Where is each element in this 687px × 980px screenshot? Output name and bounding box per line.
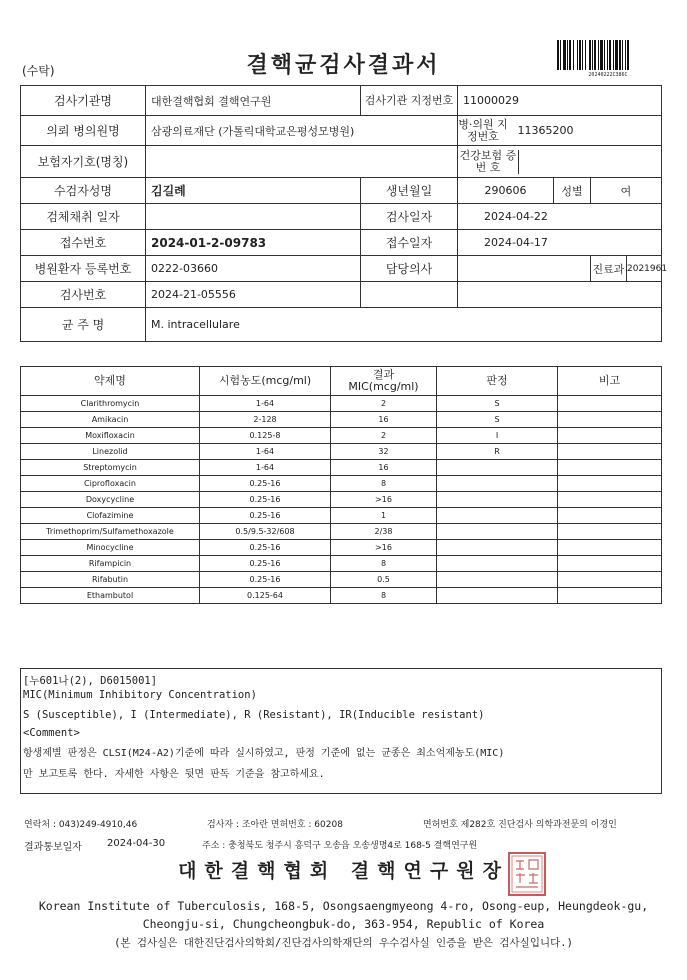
drug-row — [21, 556, 662, 572]
barcode-number: 20240222C386C — [588, 72, 628, 78]
drug-row — [21, 412, 662, 428]
drug-cell-mic: >16 — [331, 492, 437, 508]
reg-no-value: 0222-03660 — [146, 256, 361, 282]
drug-cell-result: I — [437, 428, 558, 444]
examiner-info: 검사자 : 조아란 면허번호 : 60208 — [207, 820, 343, 830]
drug-cell-note — [558, 524, 662, 540]
drug-cell-drug: Ciprofloxacin — [21, 476, 200, 492]
drug-cell-mic: 2 — [331, 396, 437, 412]
institution-label: 검사기관명 — [21, 86, 146, 116]
drug-cell-drug: Doxycycline — [21, 492, 200, 508]
drug-cell-drug: Trimethoprim/Sulfamethoxazole — [21, 524, 200, 540]
insurer-value — [146, 146, 458, 178]
drug-cell-drug: Moxifloxacin — [21, 428, 200, 444]
drug-cell-range: 1-64 — [200, 460, 331, 476]
insurer-label: 보험자기호(명칭) — [21, 146, 146, 178]
drug-cell-drug: Minocycline — [21, 540, 200, 556]
official-seal-stamp — [507, 851, 547, 897]
drug-cell-result — [437, 492, 558, 508]
drug-cell-range: 0.125-64 — [200, 588, 331, 604]
drug-cell-result — [437, 508, 558, 524]
patient-info-table — [20, 85, 668, 342]
drug-cell-range: 0.25-16 — [200, 492, 331, 508]
drug-cell-drug: Linezolid — [21, 444, 200, 460]
drug-row — [21, 428, 662, 444]
drug-cell-mic: 8 — [331, 476, 437, 492]
notify-date-value: 2024-04-30 — [107, 838, 166, 849]
drug-row — [21, 540, 662, 556]
hospital-value: 삼광의료재단 (가톨릭대학교은평성모병원) — [146, 116, 458, 146]
drug-cell-result: R — [437, 444, 558, 460]
drug-cell-result — [437, 540, 558, 556]
col-header-drug: 약제명 — [21, 367, 200, 396]
comment-mic-definition: MIC(Minimum Inhibitory Concentration) — [23, 689, 257, 701]
organism-value: M. intracellulare — [146, 308, 662, 342]
drug-row — [21, 508, 662, 524]
drug-cell-note — [558, 540, 662, 556]
drug-cell-result — [437, 572, 558, 588]
drug-cell-mic: 2 — [331, 428, 437, 444]
doctor-label: 담당의사 — [361, 256, 458, 282]
drug-cell-note — [558, 412, 662, 428]
drug-cell-result — [437, 524, 558, 540]
drug-cell-mic: >16 — [331, 540, 437, 556]
comment-heading: <Comment> — [23, 727, 80, 739]
test-no-value: 2024-21-05556 — [146, 282, 361, 308]
hosp-code-label: 병·의원 지정번호 — [458, 117, 508, 143]
drug-row — [21, 492, 662, 508]
hospital-label: 의뢰 병의원명 — [21, 116, 146, 146]
drug-cell-note — [558, 492, 662, 508]
drug-cell-note — [558, 428, 662, 444]
drug-cell-drug: Amikacin — [21, 412, 200, 428]
drug-cell-mic: 16 — [331, 412, 437, 428]
drug-row — [21, 524, 662, 540]
receipt-no-label: 접수번호 — [21, 230, 146, 256]
drug-row — [21, 460, 662, 476]
drug-cell-range: 0.25-16 — [200, 476, 331, 492]
drug-cell-range: 1-64 — [200, 396, 331, 412]
drug-cell-note — [558, 444, 662, 460]
drug-cell-note — [558, 476, 662, 492]
institute-address: 주소 : 충청북도 청주시 흥덕구 오송읍 오송생명4로 168-5 결핵연구원 — [202, 841, 478, 851]
health-card-label: 건강보험 증 번 호 — [458, 150, 519, 174]
patient-label: 수검자성명 — [21, 178, 146, 204]
test-date-label: 검사일자 — [361, 204, 458, 230]
test-no-label: 검사번호 — [21, 282, 146, 308]
drug-row — [21, 396, 662, 412]
drug-cell-note — [558, 396, 662, 412]
birth-value: 290606 — [458, 178, 554, 204]
receipt-no-value: 2024-01-2-09783 — [146, 230, 361, 256]
drug-cell-range: 0.25-16 — [200, 540, 331, 556]
drug-cell-drug: Rifabutin — [21, 572, 200, 588]
drug-cell-mic: 1 — [331, 508, 437, 524]
barcode — [556, 40, 660, 70]
inst-code-value: 11000029 — [458, 86, 662, 116]
drug-cell-mic: 8 — [331, 556, 437, 572]
contact-phone: 연락처 : 043)249-4910,46 — [24, 820, 138, 830]
drug-cell-result — [437, 476, 558, 492]
drug-row — [21, 476, 662, 492]
receipt-date-label: 접수일자 — [361, 230, 458, 256]
drug-cell-note — [558, 588, 662, 604]
dept-value: 2021961 — [627, 256, 662, 282]
drug-susceptibility-table — [20, 366, 662, 604]
birth-label: 생년월일 — [361, 178, 458, 204]
drug-row — [21, 572, 662, 588]
test-date-value: 2024-04-22 — [458, 204, 662, 230]
drug-cell-note — [558, 460, 662, 476]
drug-cell-range: 0.5/9.5-32/608 — [200, 524, 331, 540]
page-title: 결핵균검사결과서 — [246, 53, 441, 78]
organization-name: 대한결핵협회 결핵연구원장 — [178, 860, 509, 882]
drug-cell-range: 0.25-16 — [200, 508, 331, 524]
comment-legend: S (Susceptible), I (Intermediate), R (Resistant), IR(Inducible resistant) — [23, 709, 485, 721]
doctor-value — [458, 256, 591, 282]
col-header-mic — [331, 367, 437, 396]
drug-cell-note — [558, 556, 662, 572]
drug-cell-drug: Ethambutol — [21, 588, 200, 604]
patient-value: 김길례 — [146, 178, 361, 204]
drug-cell-drug: Clofazimine — [21, 508, 200, 524]
drug-cell-note — [558, 572, 662, 588]
certification-note: (본 검사실은 대한진단검사의학회/진단검사의학재단의 우수검사실 인증을 받은 검사실입니다.) — [114, 937, 573, 949]
drug-cell-mic: 16 — [331, 460, 437, 476]
collect-date-label: 검체채취 일자 — [21, 204, 146, 230]
col-header-result: 판정 — [437, 367, 558, 396]
drug-cell-drug: Rifampicin — [21, 556, 200, 572]
drug-cell-result — [437, 460, 558, 476]
english-address-line1: Korean Institute of Tuberculosis, 168-5, Osongsaengmyeong 4-ro, Osong-eup, Heungdeok-gu, — [38, 899, 649, 913]
comment-codes: [누601나(2), D6015001] — [23, 675, 158, 687]
collect-date-value — [146, 204, 361, 230]
drug-cell-result: S — [437, 412, 558, 428]
col-header-note: 비고 — [558, 367, 662, 396]
drug-cell-range: 0.25-16 — [200, 556, 331, 572]
reg-no-label: 병원환자 등록번호 — [21, 256, 146, 282]
drug-row — [21, 444, 662, 460]
english-address-line2: Cheongju-si, Chungcheongbuk-do, 363-954, Republic of Korea — [142, 917, 545, 931]
organism-label: 균 주 명 — [21, 308, 146, 342]
col-header-mic-text: 결과 MIC(mcg/ml) — [348, 368, 419, 393]
col-header-range: 시험농도(mcg/ml) — [200, 367, 331, 396]
drug-cell-range: 1-64 — [200, 444, 331, 460]
drug-cell-mic: 0.5 — [331, 572, 437, 588]
drug-table-body — [21, 396, 662, 604]
sex-label: 성별 — [554, 178, 591, 204]
drug-cell-result — [437, 588, 558, 604]
hosp-code-value: 11365200 — [517, 124, 574, 137]
drug-cell-result: S — [437, 396, 558, 412]
notify-date-label: 결과통보일자 — [24, 842, 82, 853]
drug-cell-drug: Streptomycin — [21, 460, 200, 476]
drug-cell-range: 0.125-8 — [200, 428, 331, 444]
drug-cell-mic: 8 — [331, 588, 437, 604]
inst-code-label: 검사기관 지정번호 — [361, 86, 458, 116]
drug-cell-mic: 32 — [331, 444, 437, 460]
consign-label: (수탁) — [22, 64, 55, 78]
drug-row — [21, 588, 662, 604]
institution-value: 대한결핵협회 결핵연구원 — [146, 86, 361, 116]
drug-cell-result — [437, 556, 558, 572]
comment-text-line2: 만 보고토록 한다. 자세한 사항은 뒷면 판독 기준을 참고하세요. — [23, 769, 325, 780]
drug-cell-note — [558, 508, 662, 524]
comment-box — [20, 668, 662, 794]
drug-cell-range: 0.25-16 — [200, 572, 331, 588]
drug-cell-range: 2-128 — [200, 412, 331, 428]
sex-value: 여 — [591, 178, 662, 204]
dept-label: 진료과 — [591, 256, 627, 282]
director-license: 면허번호 제282호 진단검사 의학과전문의 이경인 — [423, 820, 617, 830]
drug-cell-mic: 2/38 — [331, 524, 437, 540]
drug-cell-drug: Clarithromycin — [21, 396, 200, 412]
receipt-date-value: 2024-04-17 — [458, 230, 662, 256]
comment-text-line1: 항생제별 판정은 CLSI(M24-A2)기준에 따라 실시하였고, 판정 기준에 없는 균종은 최소억제농도(MIC) — [23, 748, 505, 759]
